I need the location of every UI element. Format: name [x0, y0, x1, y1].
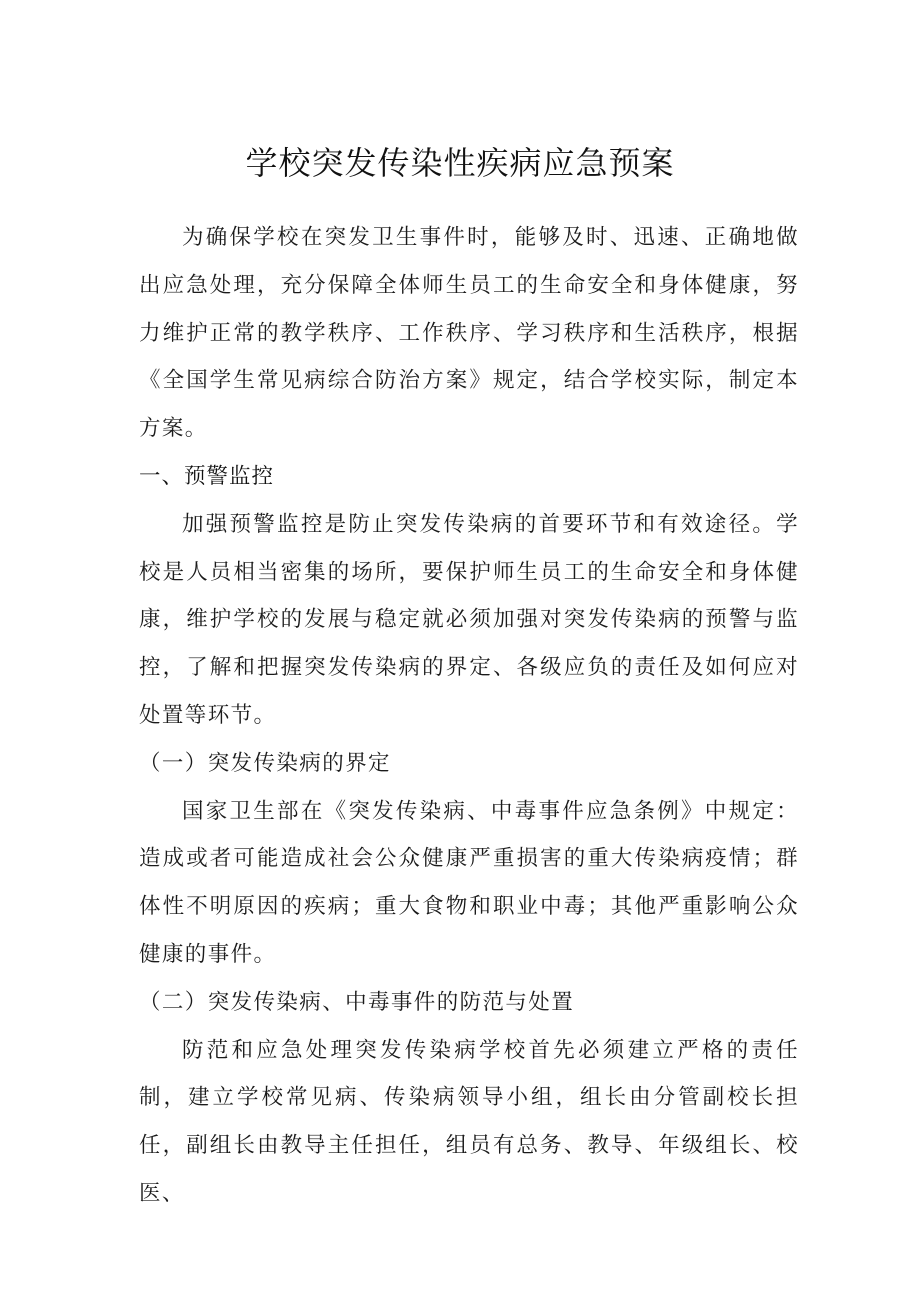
- section-heading-early-warning: 一、预警监控: [139, 463, 275, 489]
- document-body: [139, 214, 799, 1218]
- document-title: 学校突发传染性疾病应急预案: [245, 144, 675, 182]
- prevention-paragraph: 防范和应急处理突发传染病学校首先必须建立严格的责任制，建立学校常见病、传染病领导小组，组长由分管副校长担任，副组长由教导主任担任，组员有总务、教导、年级组长、校医、: [139, 1037, 799, 1206]
- subsection-heading-prevention: （二）突发传染病、中毒事件的防范与处置: [139, 989, 575, 1015]
- early-warning-paragraph: 加强预警监控是防止突发传染病的首要环节和有效途径。学校是人员相当密集的场所，要保护师生员工的生命安全和身体健康，维护学校的发展与稳定就必须加强对突发传染病的预警与监控，了解和把握突发传染病的界定、各级应负的责任及如何应对处置等环节。: [139, 511, 799, 728]
- definition-paragraph: 国家卫生部在《突发传染病、中毒事件应急条例》中规定：造成或者可能造成社会公众健康严重损害的重大传染病疫情；群体性不明原因的疾病；重大食物和职业中毒；其他严重影响公众健康的事件。: [139, 798, 799, 967]
- intro-paragraph: 为确保学校在突发卫生事件时，能够及时、迅速、正确地做出应急处理，充分保障全体师生员工的生命安全和身体健康，努力维护正常的教学秩序、工作秩序、学习秩序和生活秩序，根据《全国学生常见病综合防治方案》规定，结合学校实际，制定本方案。: [139, 225, 799, 442]
- subsection-heading-definition: （一）突发传染病的界定: [139, 750, 391, 776]
